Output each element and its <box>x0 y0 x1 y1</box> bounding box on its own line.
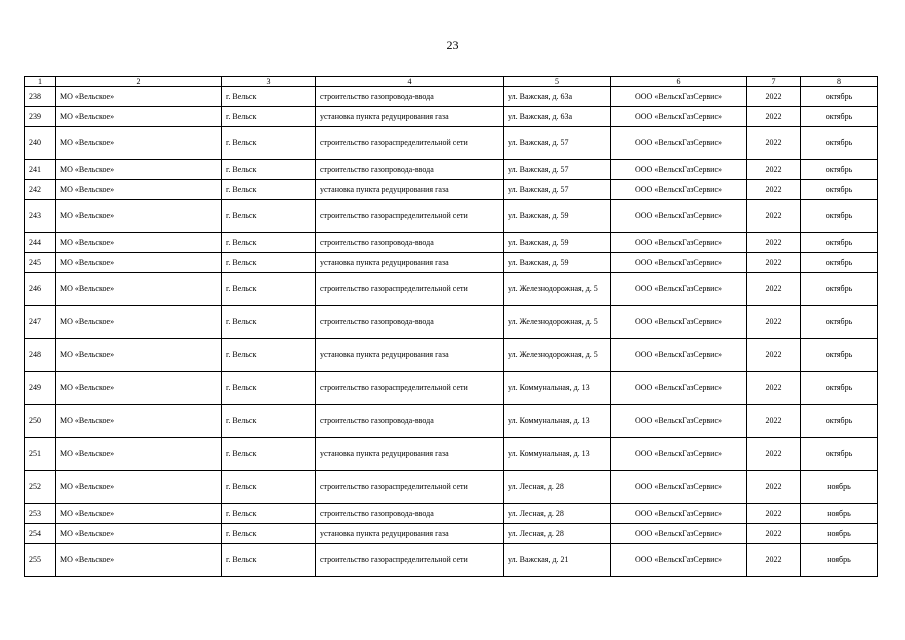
column-header: 3 <box>222 77 316 87</box>
table-row <box>25 87 878 107</box>
address-cell: ул. Важская, д. 21 <box>504 544 611 577</box>
row-number-cell: 253 <box>25 504 56 524</box>
address-cell: ул. Коммунальная, д. 13 <box>504 372 611 405</box>
year-cell: 2022 <box>747 405 801 438</box>
contractor-cell: ООО «ВельскГазСервис» <box>611 306 747 339</box>
contractor-cell: ООО «ВельскГазСервис» <box>611 180 747 200</box>
year-cell: 2022 <box>747 87 801 107</box>
row-number-cell: 246 <box>25 273 56 306</box>
work-type-cell: строительство газораспределительной сети <box>316 471 504 504</box>
month-cell: октябрь <box>801 405 878 438</box>
table-row <box>25 544 878 577</box>
month-cell: октябрь <box>801 127 878 160</box>
address-cell: ул. Железнодорожная, д. 5 <box>504 273 611 306</box>
locality-cell: г. Вельск <box>222 160 316 180</box>
table-row <box>25 233 878 253</box>
month-cell: ноябрь <box>801 471 878 504</box>
locality-cell: г. Вельск <box>222 405 316 438</box>
address-cell: ул. Железнодорожная, д. 5 <box>504 306 611 339</box>
municipality-cell: МО «Вельское» <box>56 253 222 273</box>
month-cell: октябрь <box>801 306 878 339</box>
municipality-cell: МО «Вельское» <box>56 372 222 405</box>
municipality-cell: МО «Вельское» <box>56 200 222 233</box>
column-header: 1 <box>25 77 56 87</box>
row-number-cell: 251 <box>25 438 56 471</box>
municipality-cell: МО «Вельское» <box>56 471 222 504</box>
work-type-cell: строительство газораспределительной сети <box>316 127 504 160</box>
municipality-cell: МО «Вельское» <box>56 107 222 127</box>
row-number-cell: 241 <box>25 160 56 180</box>
work-type-cell: установка пункта редуцирования газа <box>316 253 504 273</box>
locality-cell: г. Вельск <box>222 233 316 253</box>
locality-cell: г. Вельск <box>222 372 316 405</box>
work-type-cell: строительство газораспределительной сети <box>316 273 504 306</box>
contractor-cell: ООО «ВельскГазСервис» <box>611 107 747 127</box>
year-cell: 2022 <box>747 504 801 524</box>
address-cell: ул. Важская, д. 57 <box>504 180 611 200</box>
work-type-cell: строительство газопровода-ввода <box>316 87 504 107</box>
municipality-cell: МО «Вельское» <box>56 273 222 306</box>
contractor-cell: ООО «ВельскГазСервис» <box>611 233 747 253</box>
month-cell: октябрь <box>801 160 878 180</box>
page-number: 23 <box>446 38 459 52</box>
work-type-cell: строительство газопровода-ввода <box>316 233 504 253</box>
work-type-cell: установка пункта редуцирования газа <box>316 524 504 544</box>
contractor-cell: ООО «ВельскГазСервис» <box>611 438 747 471</box>
municipality-cell: МО «Вельское» <box>56 438 222 471</box>
contractor-cell: ООО «ВельскГазСервис» <box>611 544 747 577</box>
year-cell: 2022 <box>747 160 801 180</box>
municipality-cell: МО «Вельское» <box>56 405 222 438</box>
municipality-cell: МО «Вельское» <box>56 339 222 372</box>
year-cell: 2022 <box>747 372 801 405</box>
address-cell: ул. Важская, д. 59 <box>504 233 611 253</box>
contractor-cell: ООО «ВельскГазСервис» <box>611 87 747 107</box>
table-header-row <box>25 77 878 87</box>
municipality-cell: МО «Вельское» <box>56 306 222 339</box>
work-type-cell: строительство газопровода-ввода <box>316 504 504 524</box>
municipality-cell: МО «Вельское» <box>56 504 222 524</box>
table-row <box>25 200 878 233</box>
table-row <box>25 180 878 200</box>
row-number-cell: 244 <box>25 233 56 253</box>
table-row <box>25 372 878 405</box>
year-cell: 2022 <box>747 253 801 273</box>
municipality-cell: МО «Вельское» <box>56 127 222 160</box>
municipality-cell: МО «Вельское» <box>56 180 222 200</box>
locality-cell: г. Вельск <box>222 306 316 339</box>
year-cell: 2022 <box>747 200 801 233</box>
table-row <box>25 127 878 160</box>
year-cell: 2022 <box>747 438 801 471</box>
row-number-cell: 242 <box>25 180 56 200</box>
month-cell: октябрь <box>801 273 878 306</box>
address-cell: ул. Железнодорожная, д. 5 <box>504 339 611 372</box>
year-cell: 2022 <box>747 306 801 339</box>
year-cell: 2022 <box>747 273 801 306</box>
year-cell: 2022 <box>747 107 801 127</box>
locality-cell: г. Вельск <box>222 524 316 544</box>
month-cell: октябрь <box>801 87 878 107</box>
contractor-cell: ООО «ВельскГазСервис» <box>611 160 747 180</box>
row-number-cell: 252 <box>25 471 56 504</box>
table-row <box>25 339 878 372</box>
table-row <box>25 107 878 127</box>
table-row <box>25 504 878 524</box>
locality-cell: г. Вельск <box>222 107 316 127</box>
address-cell: ул. Коммунальная, д. 13 <box>504 405 611 438</box>
address-cell: ул. Важская, д. 63а <box>504 107 611 127</box>
address-cell: ул. Лесная, д. 28 <box>504 471 611 504</box>
month-cell: октябрь <box>801 107 878 127</box>
year-cell: 2022 <box>747 233 801 253</box>
contractor-cell: ООО «ВельскГазСервис» <box>611 339 747 372</box>
address-cell: ул. Важская, д. 59 <box>504 200 611 233</box>
column-header: 8 <box>801 77 878 87</box>
locality-cell: г. Вельск <box>222 471 316 504</box>
schedule-table <box>24 76 878 577</box>
year-cell: 2022 <box>747 524 801 544</box>
contractor-cell: ООО «ВельскГазСервис» <box>611 127 747 160</box>
contractor-cell: ООО «ВельскГазСервис» <box>611 273 747 306</box>
locality-cell: г. Вельск <box>222 127 316 160</box>
address-cell: ул. Лесная, д. 28 <box>504 504 611 524</box>
row-number-cell: 254 <box>25 524 56 544</box>
locality-cell: г. Вельск <box>222 504 316 524</box>
municipality-cell: МО «Вельское» <box>56 524 222 544</box>
month-cell: октябрь <box>801 438 878 471</box>
table-row <box>25 405 878 438</box>
address-cell: ул. Лесная, д. 28 <box>504 524 611 544</box>
table-row <box>25 273 878 306</box>
contractor-cell: ООО «ВельскГазСервис» <box>611 405 747 438</box>
row-number-cell: 250 <box>25 405 56 438</box>
work-type-cell: установка пункта редуцирования газа <box>316 180 504 200</box>
row-number-cell: 239 <box>25 107 56 127</box>
row-number-cell: 249 <box>25 372 56 405</box>
contractor-cell: ООО «ВельскГазСервис» <box>611 253 747 273</box>
row-number-cell: 238 <box>25 87 56 107</box>
locality-cell: г. Вельск <box>222 273 316 306</box>
row-number-cell: 247 <box>25 306 56 339</box>
month-cell: ноябрь <box>801 504 878 524</box>
column-header: 2 <box>56 77 222 87</box>
municipality-cell: МО «Вельское» <box>56 160 222 180</box>
year-cell: 2022 <box>747 471 801 504</box>
month-cell: ноябрь <box>801 524 878 544</box>
work-type-cell: строительство газопровода-ввода <box>316 306 504 339</box>
table-row <box>25 253 878 273</box>
month-cell: октябрь <box>801 233 878 253</box>
address-cell: ул. Коммунальная, д. 13 <box>504 438 611 471</box>
column-header: 4 <box>316 77 504 87</box>
table-row <box>25 306 878 339</box>
year-cell: 2022 <box>747 180 801 200</box>
row-number-cell: 248 <box>25 339 56 372</box>
table-row <box>25 438 878 471</box>
work-type-cell: установка пункта редуцирования газа <box>316 438 504 471</box>
table-row <box>25 524 878 544</box>
locality-cell: г. Вельск <box>222 87 316 107</box>
month-cell: октябрь <box>801 253 878 273</box>
contractor-cell: ООО «ВельскГазСервис» <box>611 372 747 405</box>
year-cell: 2022 <box>747 127 801 160</box>
municipality-cell: МО «Вельское» <box>56 233 222 253</box>
contractor-cell: ООО «ВельскГазСервис» <box>611 200 747 233</box>
year-cell: 2022 <box>747 544 801 577</box>
work-type-cell: строительство газопровода-ввода <box>316 405 504 438</box>
table-row <box>25 160 878 180</box>
row-number-cell: 240 <box>25 127 56 160</box>
row-number-cell: 255 <box>25 544 56 577</box>
work-type-cell: установка пункта редуцирования газа <box>316 107 504 127</box>
address-cell: ул. Важская, д. 57 <box>504 127 611 160</box>
contractor-cell: ООО «ВельскГазСервис» <box>611 504 747 524</box>
work-type-cell: строительство газораспределительной сети <box>316 372 504 405</box>
month-cell: октябрь <box>801 180 878 200</box>
locality-cell: г. Вельск <box>222 438 316 471</box>
column-header: 5 <box>504 77 611 87</box>
contractor-cell: ООО «ВельскГазСервис» <box>611 524 747 544</box>
locality-cell: г. Вельск <box>222 544 316 577</box>
column-header: 7 <box>747 77 801 87</box>
address-cell: ул. Важская, д. 63а <box>504 87 611 107</box>
locality-cell: г. Вельск <box>222 253 316 273</box>
address-cell: ул. Важская, д. 57 <box>504 160 611 180</box>
column-header: 6 <box>611 77 747 87</box>
table-row <box>25 471 878 504</box>
address-cell: ул. Важская, д. 59 <box>504 253 611 273</box>
locality-cell: г. Вельск <box>222 200 316 233</box>
year-cell: 2022 <box>747 339 801 372</box>
month-cell: октябрь <box>801 372 878 405</box>
contractor-cell: ООО «ВельскГазСервис» <box>611 471 747 504</box>
work-type-cell: установка пункта редуцирования газа <box>316 339 504 372</box>
locality-cell: г. Вельск <box>222 339 316 372</box>
month-cell: ноябрь <box>801 544 878 577</box>
work-type-cell: строительство газораспределительной сети <box>316 200 504 233</box>
work-type-cell: строительство газопровода-ввода <box>316 160 504 180</box>
row-number-cell: 245 <box>25 253 56 273</box>
month-cell: октябрь <box>801 339 878 372</box>
municipality-cell: МО «Вельское» <box>56 544 222 577</box>
row-number-cell: 243 <box>25 200 56 233</box>
work-type-cell: строительство газораспределительной сети <box>316 544 504 577</box>
month-cell: октябрь <box>801 200 878 233</box>
table-body <box>25 87 878 577</box>
municipality-cell: МО «Вельское» <box>56 87 222 107</box>
locality-cell: г. Вельск <box>222 180 316 200</box>
